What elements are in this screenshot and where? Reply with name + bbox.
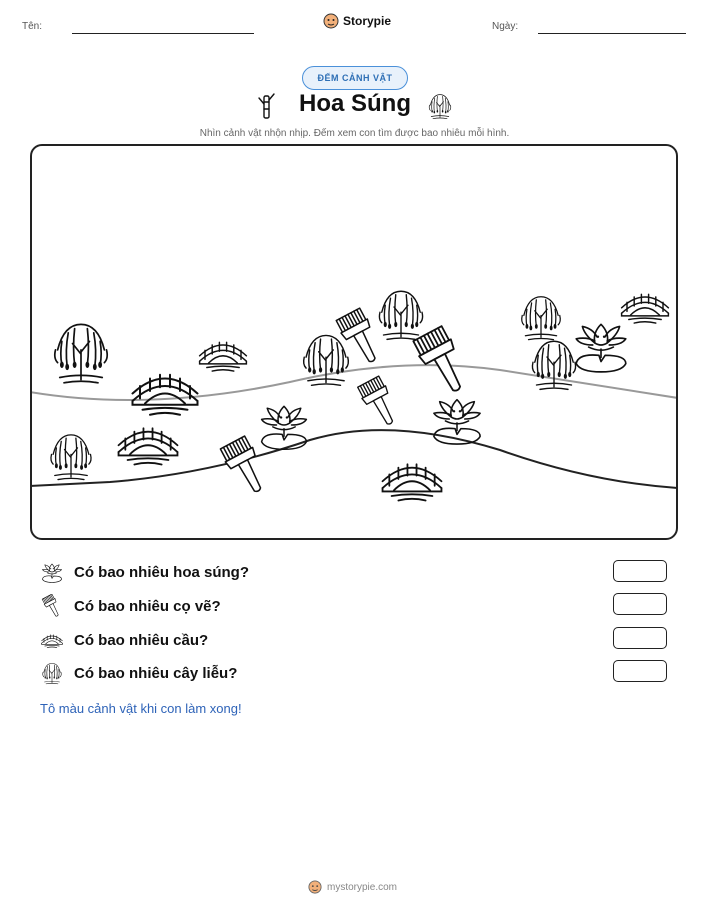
name-label: Tên: [22,21,43,32]
willow-tree [522,297,561,340]
question-row-willow [40,661,237,685]
instructions-text: Nhìn cảnh vật nhộn nhịp. Đếm xem con tìm được bao nhiêu mỗi hình. [199,128,510,139]
question-row-bridge [40,628,208,652]
willow-tree [55,324,107,382]
coloring-instruction: Tô màu cảnh vật khi con làm xong! [40,701,242,716]
water-lily [576,324,626,372]
answer-box-willow[interactable] [613,660,667,682]
back-shoreline [30,365,678,400]
bridge [383,464,442,500]
paintbrush [335,307,386,368]
paintbrush [412,325,474,398]
bridge [133,375,198,415]
bridge-icon [40,628,64,652]
question-text: Có bao nhiêu hoa súng? [74,563,249,581]
bridge [119,428,178,464]
question-row-paintbrush [40,594,221,618]
question-text: Có bao nhiêu cầu? [74,631,209,649]
date-field[interactable] [538,33,686,34]
date-label: Ngày: [492,21,519,32]
answer-box-lotus[interactable] [613,560,667,582]
category-tag: ĐẾM CẢNH VẬT [302,66,408,90]
willow-icon [426,92,454,120]
answer-box-paintbrush[interactable] [613,593,667,615]
water-lily [434,400,480,444]
question-text: Có bao nhiêu cọ vẽ? [74,597,221,615]
storypie-mascot-icon [308,880,322,894]
lotus-icon [40,560,64,584]
bridge [200,342,247,371]
paintbrush-icon [40,594,64,618]
paintbrush [356,375,402,430]
brand-name: Storypie [343,14,392,28]
footer-url: mystorypie.com [327,881,398,893]
brand-logo [323,13,391,29]
question-text: Có bao nhiêu cây liễu? [74,664,238,682]
name-field[interactable] [72,33,254,34]
answer-box-bridge[interactable] [613,627,667,649]
willow-tree [532,341,575,389]
willow-tree [379,291,422,339]
willow-icon [40,661,64,685]
bridge [622,294,669,323]
page-title: Hoa Súng [299,90,411,117]
storypie-mascot-icon [323,13,339,29]
counting-scene [30,144,678,540]
footer [308,880,397,894]
willow-tree [51,435,91,480]
question-row-lotus [40,560,249,584]
